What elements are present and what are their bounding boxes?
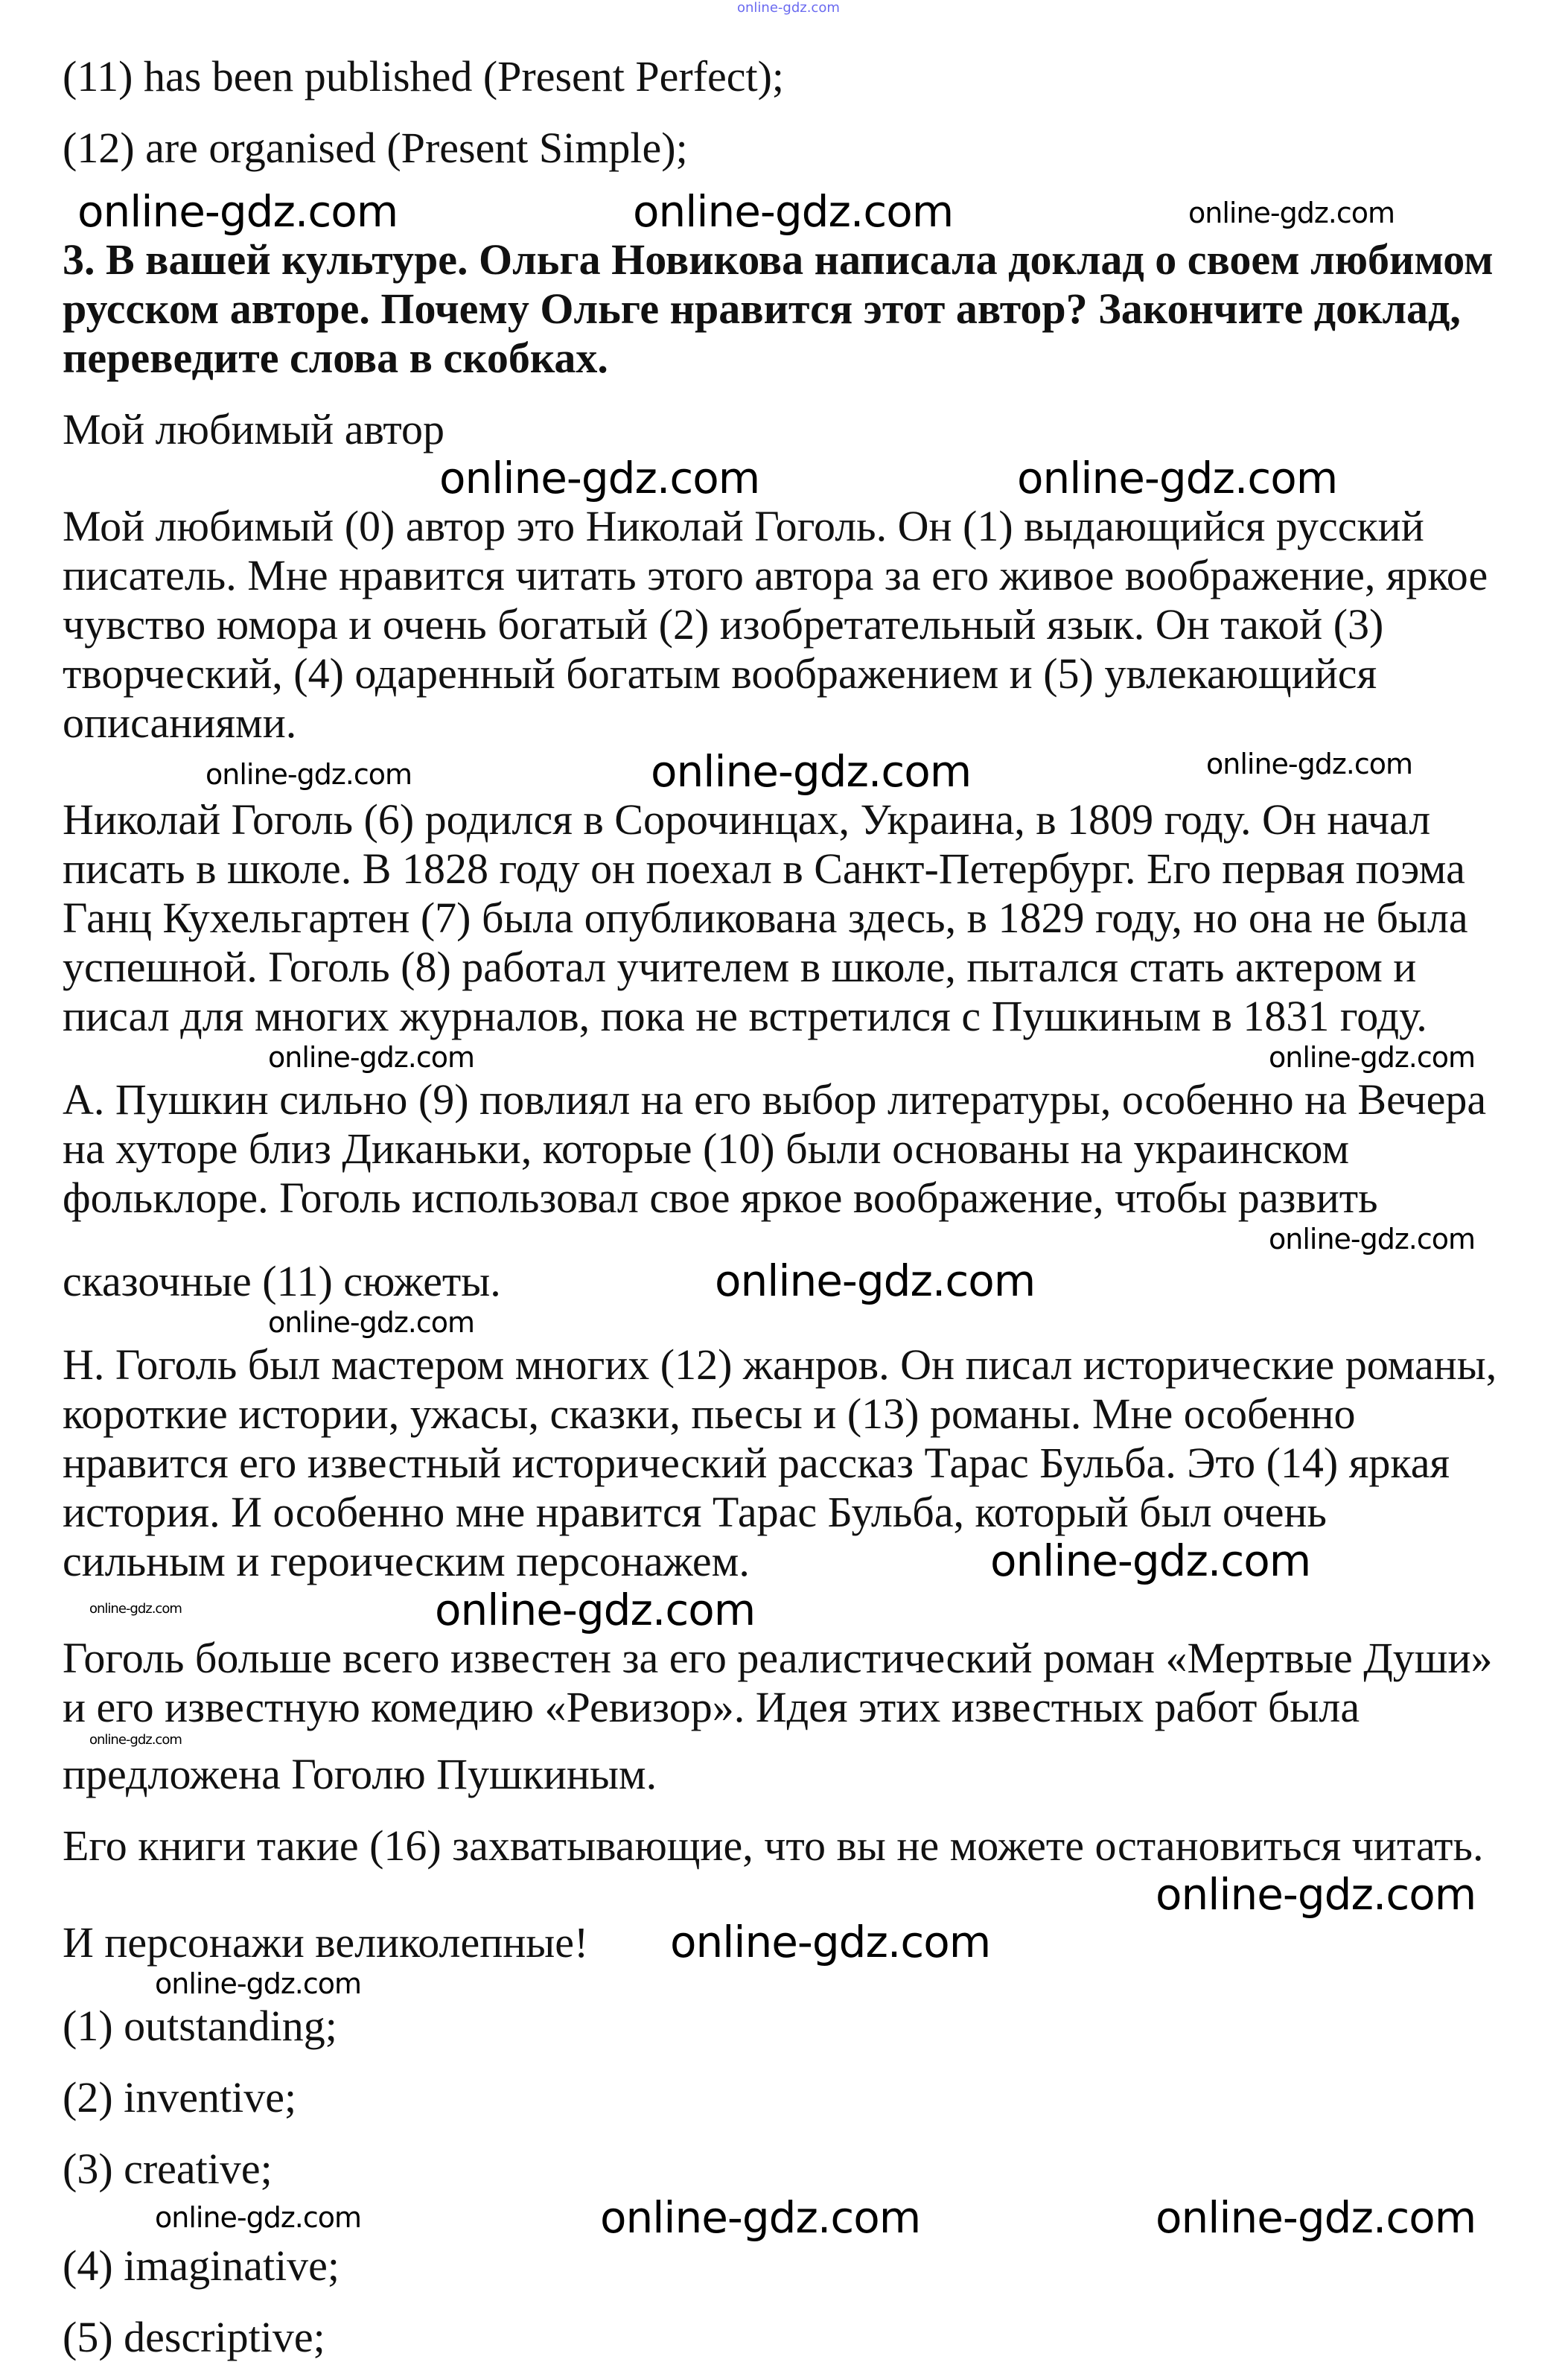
watermark: online-gdz.com <box>77 186 398 237</box>
report-line: Его книги такие (16) захватывающие, что вы не можете остановиться читать. <box>63 1821 1484 1870</box>
report-line: писать в школе. В 1828 году он поехал в Санкт-Петербург. Его первая поэма <box>63 844 1465 893</box>
report-line: Гоголь больше всего известен за его реалистический роман «Мертвые Души» <box>63 1634 1493 1682</box>
watermark: online-gdz.com <box>651 746 972 797</box>
watermark: online-gdz.com <box>1156 2192 1476 2243</box>
watermark: online-gdz.com <box>205 758 412 791</box>
watermark-row <box>0 748 1568 795</box>
report-line: нравится его известный исторический рассказ Тарас Бульба. Это (14) яркая <box>63 1439 1450 1487</box>
watermark: online-gdz.com <box>155 1967 362 2000</box>
watermark: online-gdz.com <box>439 453 760 503</box>
watermark: online-gdz.com <box>1156 1869 1476 1920</box>
answer-line: (12) are organised (Present Simple); <box>63 124 688 172</box>
watermark-row <box>0 1732 1568 1750</box>
watermark: online-gdz.com <box>715 1255 1036 1306</box>
watermark: online-gdz.com <box>633 186 954 237</box>
report-line: Мой любимый (0) автор это Николай Гоголь. Он (1) выдающийся русский <box>63 502 1424 550</box>
watermark: online-gdz.com <box>1017 453 1338 503</box>
watermark-row <box>0 1871 1568 1918</box>
watermark: online-gdz.com <box>1188 197 1395 229</box>
answer-line: (1) outstanding; <box>63 2002 337 2050</box>
watermark: online-gdz.com <box>990 1535 1311 1586</box>
report-line-text: сильным и героическим персонажем. <box>63 1537 750 1585</box>
report-line <box>0 1257 1568 1306</box>
watermark: online-gdz.com <box>600 2192 921 2243</box>
watermark-row <box>0 2194 1568 2241</box>
watermark: online-gdz.com <box>155 2201 362 2234</box>
watermark-row <box>0 188 1568 235</box>
task-heading: 3. В вашей культуре. Ольга Новикова написала доклад о своем любимом <box>63 235 1494 284</box>
report-line: А. Пушкин сильно (9) повлиял на его выбор литературы, особенно на Вечера <box>63 1075 1487 1124</box>
report-line: на хуторе близ Диканьки, которые (10) были основаны на украинском <box>63 1124 1350 1173</box>
report-line: Николай Гоголь (6) родился в Сорочинцах, Украина, в 1809 году. Он начал <box>63 795 1431 844</box>
report-line: чувство юмора и очень богатый (2) изобретательный язык. Он такой (3) <box>63 600 1384 649</box>
watermark: online-gdz.com <box>1269 1041 1476 1074</box>
watermark-row <box>0 1223 1568 1257</box>
watermark: online-gdz.com <box>268 1041 475 1074</box>
report-line: история. И особенно мне нравится Тарас Бульба, который был очень <box>63 1488 1327 1536</box>
watermark: online-gdz.com <box>435 1585 756 1635</box>
watermark: online-gdz.com <box>268 1306 475 1339</box>
answer-line: (2) inventive; <box>63 2073 297 2121</box>
report-line: писал для многих журналов, пока не встретился с Пушкиным в 1831 году. <box>63 992 1427 1040</box>
watermark: online-gdz.com <box>737 0 840 16</box>
report-line <box>0 1537 1568 1586</box>
answer-line: (11) has been published (Present Perfect); <box>63 52 785 101</box>
report-line: описаниями. <box>63 698 297 747</box>
report-line: Ганц Кухельгартен (7) была опубликована здесь, в 1829 году, но она не была <box>63 894 1468 942</box>
watermark: online-gdz.com <box>1269 1223 1476 1255</box>
report-line: Н. Гоголь был мастером многих (12) жанров. Он писал исторические романы, <box>63 1340 1497 1389</box>
watermark: online-gdz.com <box>89 1601 182 1617</box>
watermark: online-gdz.com <box>1206 748 1413 780</box>
report-line: творческий, (4) одаренный богатым воображением и (5) увлекающийся <box>63 649 1377 698</box>
report-line-text: И персонажи великолепные! <box>63 1918 589 1967</box>
watermark-row <box>0 1041 1568 1075</box>
answer-line: (5) descriptive; <box>63 2313 325 2361</box>
report-line: короткие истории, ужасы, сказки, пьесы и (13) романы. Мне особенно <box>63 1389 1356 1438</box>
watermark: online-gdz.com <box>89 1732 182 1748</box>
answer-line: (4) imaginative; <box>63 2241 340 2290</box>
task-heading: переведите слова в скобках. <box>63 334 608 382</box>
report-line: успешной. Гоголь (8) работал учителем в школе, пытался стать актером и <box>63 943 1417 991</box>
watermark: online-gdz.com <box>670 1917 991 1967</box>
watermark-row <box>0 1306 1568 1340</box>
report-title: Мой любимый автор <box>63 405 444 453</box>
report-line: и его известную комедию «Ревизор». Идея этих известных работ была <box>63 1683 1360 1731</box>
task-heading: русском авторе. Почему Ольге нравится этот автор? Закончите доклад, <box>63 284 1461 333</box>
report-line: предложена Гоголю Пушкиным. <box>63 1750 657 1798</box>
report-line <box>0 1918 1568 1967</box>
report-line: писатель. Мне нравится читать этого автора за его живое воображение, яркое <box>63 551 1488 599</box>
report-line: фольклоре. Гоголь использовал свое яркое воображение, чтобы развить <box>63 1174 1378 1222</box>
watermark-row <box>0 454 1568 502</box>
watermark-row <box>0 1586 1568 1634</box>
answer-line: (3) creative; <box>63 2145 273 2193</box>
watermark-row <box>0 1967 1568 2002</box>
report-line-text: сказочные (11) сюжеты. <box>63 1257 501 1305</box>
